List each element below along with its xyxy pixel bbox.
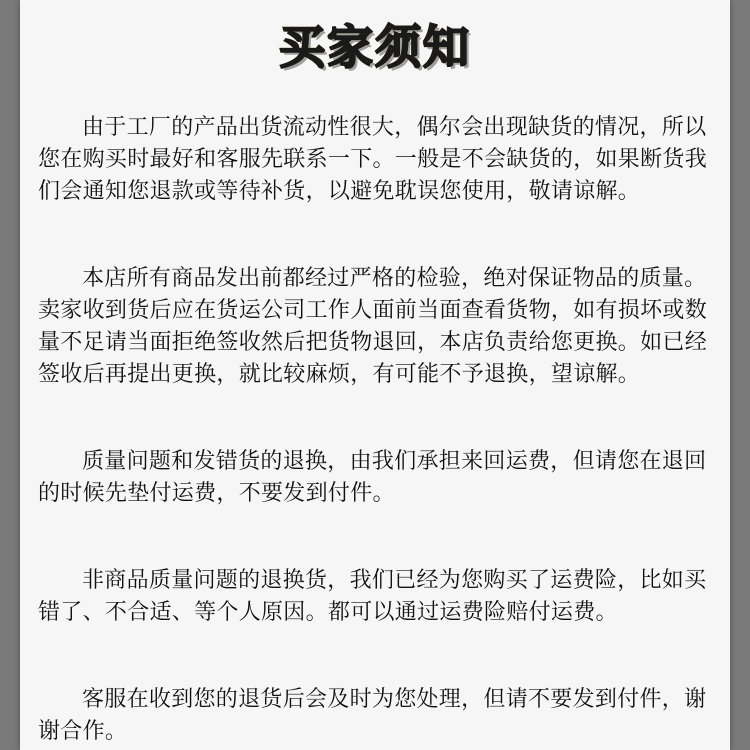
paragraph-customer-service: 客服在收到您的退货后会及时为您处理，但请不要发到付件，谢谢合作。 <box>38 687 707 744</box>
paragraph-non-quality-returns: 非商品质量问题的退换货，我们已经为您购买了运费险，比如买错了、不合适、等个人原因。都可以通过运费险赔付运费。 <box>38 568 707 625</box>
notice-content <box>38 112 712 748</box>
paragraph-inspection: 本店所有商品发出前都经过严格的检验，绝对保证物品的质量。卖家收到货后应在货运公司工作人面前当面查看货物，如有损坏或数量不足请当面拒绝签收然后把货物退回，本店负责给您更换。如已经签收后再提出更换，就比较麻烦，有可能不予退换，望谅解。 <box>38 266 708 387</box>
paragraph-stock: 由于工厂的产品出货流动性很大，偶尔会出现缺货的情况，所以您在购买时最好和客服先联系一下。一般是不会缺货的，如果断货我们会通知您退款或等待补货，以避免耽误您使用，敬请谅解。 <box>38 115 708 204</box>
page-title: 买家须知 <box>20 12 730 82</box>
notice-panel <box>20 0 730 750</box>
paragraph-quality-returns: 质量问题和发错货的退换，由我们承担来回运费，但请您在退回的时候先垫付运费，不要发到付件。 <box>38 449 707 506</box>
